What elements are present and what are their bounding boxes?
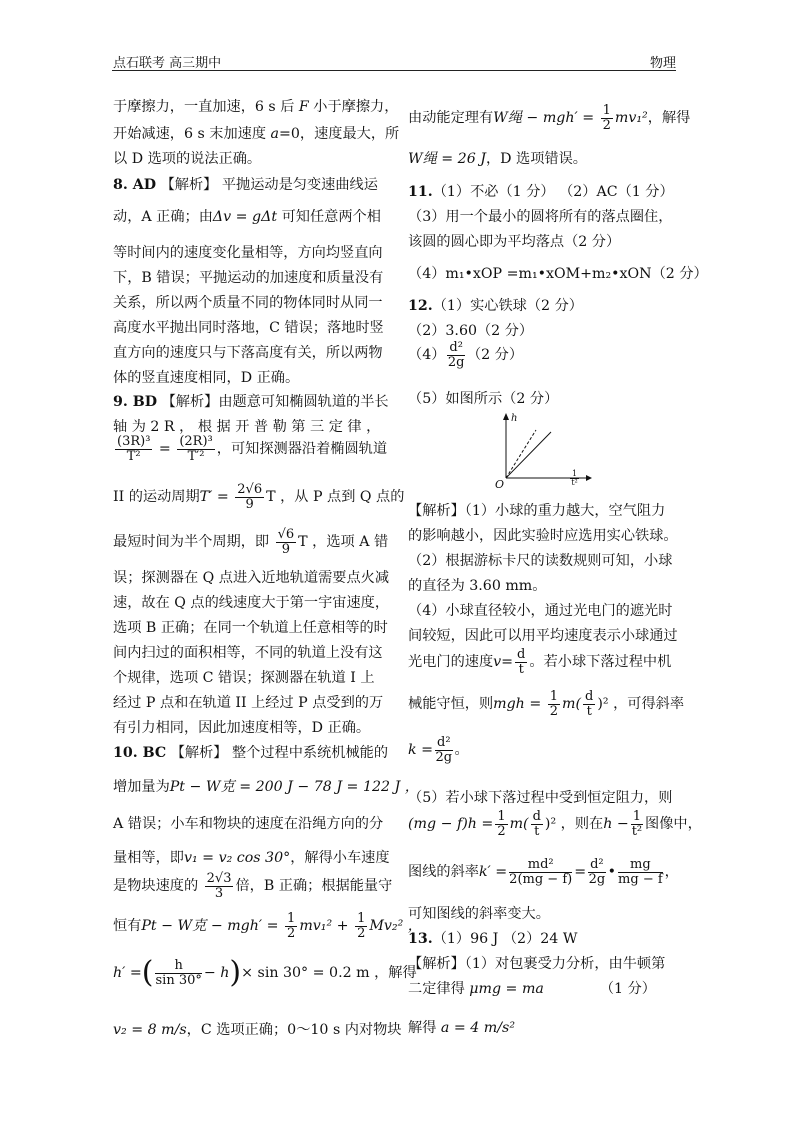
question-11: 11.（1）不必（1 分） （2）AC（1 分） bbox=[408, 184, 674, 200]
question-12: 12.（1）实心铁球（2 分） bbox=[408, 298, 583, 314]
formula-new-slope: 图线的斜率k′ = $\frac{\text{md²}}{2(mg - f)}$ = $\frac{\text{d²}}{2g}$ • $\frac{mg}{mg - f}$ ， bbox=[408, 857, 679, 887]
question-8: 8. AD 【解析】 平抛运动是匀变速曲线运 bbox=[113, 177, 378, 193]
text-line: 开始减速，6 s 末加速度 a=0，速度最大，所 bbox=[113, 126, 400, 142]
text-line: （4）小球直径较小，通过光电门的遮光时 bbox=[408, 603, 673, 619]
formula-ratio: 是物块速度的 $\frac{2√3}{3}$ 倍，B 正确；根据能量守 bbox=[113, 871, 393, 901]
text-line: 关系，所以两个质量不同的物体同时从同一 bbox=[113, 295, 383, 311]
text-line: （4）m₁•xOP =m₁•xOM+m₂•xON（2 分） bbox=[408, 266, 708, 282]
formula-newton: 二定律得 μmg = ma （1 分） bbox=[408, 981, 656, 997]
text-line: 【解析】（1）小球的重力越大，空气阻力 bbox=[408, 503, 666, 519]
text-line: （5）若小球下落过程中受到恒定阻力，则 bbox=[408, 790, 673, 806]
text-line: v₂ = 8 m/s，C 选项正确；0～10 s 内对物块 bbox=[113, 1022, 402, 1038]
question-13: 13.（1）96 J （2）24 W bbox=[408, 931, 578, 947]
text-line: 的直径为 3.60 mm。 bbox=[408, 578, 547, 594]
graph-origin-label: O bbox=[495, 478, 505, 491]
formula-velocity-photogate: 光电门的速度v= $\frac{d}{t}$ 。若小球下落过程中机 bbox=[408, 647, 672, 677]
formula-rope-work: W绳 = 26 J，D 选项错误。 bbox=[408, 151, 587, 167]
formula-acceleration: 解得 a = 4 m/s² bbox=[408, 1020, 516, 1036]
text-line: 经过 P 点和在轨道 II 上经过 P 点受到的万 bbox=[113, 695, 384, 711]
text-line: A 错误；小车和物块的速度在沿绳方向的分 bbox=[113, 816, 384, 832]
text-line: 下，B 错误；平抛运动的加速度和质量没有 bbox=[113, 270, 384, 286]
text-line: （5）如图所示（2 分） bbox=[408, 391, 559, 407]
text-line: 可知图线的斜率变大。 bbox=[408, 906, 550, 922]
text-line: （3）用一个最小的圆将所有的落点圈住， bbox=[408, 209, 673, 225]
text-line: 以 D 选项的说法正确。 bbox=[113, 151, 262, 167]
formula-energy-increase: 增加量为Pt − W克 = 200 J − 78 J = 122 J ， bbox=[113, 779, 419, 795]
header-left: 点石联考 高三期中 bbox=[113, 56, 222, 71]
text-line: 高度水平抛出同时落地，C 错误；落地时竖 bbox=[113, 320, 384, 336]
formula-work-energy: 由动能定理有W绳 − mgh′ = $\frac{1}{2}$ mv₁²，解得 bbox=[408, 103, 691, 133]
text-line: 等时间内的速度变化量相等，方向均竖直向 bbox=[113, 245, 383, 261]
text-line: （2）根据游标卡尺的读数规则可知，小球 bbox=[408, 553, 673, 569]
text-line: 体的竖直速度相同，D 正确。 bbox=[113, 370, 300, 386]
text-line: 【解析】（1）对包裹受力分析，由牛顿第 bbox=[408, 956, 666, 972]
formula-halfperiod: 最短时间为半个周期，即 $\frac{√6}{9}$ T ，选项 A 错 bbox=[113, 527, 389, 557]
formula-conservation: 械能守恒，则mgh = $\frac{1}{2}$ m( $\frac{d}{t}$ )² ，可得斜率 bbox=[408, 689, 685, 719]
text-line: 于摩擦力，一直加速，6 s 后 F 小于摩擦力， bbox=[113, 99, 399, 115]
formula-resistance: (mg − f)h = $\frac{1}{2}$ m( $\frac{d}{t}$ )² ，则在h − $\frac{1}{\text{t²}}$ 图像中， bbox=[408, 809, 702, 839]
question-10: 10. BC 【解析】 整个过程中系统机械能的 bbox=[113, 745, 389, 761]
text-line: 该圆的圆心即为平均落点（2 分） bbox=[408, 234, 621, 250]
graph-y-label: h bbox=[511, 413, 518, 424]
header-rule bbox=[112, 70, 676, 71]
text-line: 的影响越小，因此实验时应选用实心铁球。 bbox=[408, 528, 678, 544]
answer-12-4: （4） $\frac{\text{d²}}{2g}$ （2 分） bbox=[408, 340, 524, 370]
text-line: 间较短，因此可以用平均速度表示小球通过 bbox=[408, 628, 678, 644]
question-9: 9. BD 【解析】由题意可知椭圆轨道的半长 bbox=[113, 394, 389, 410]
text-line: 轴 为 2 R ， 根 据 开 普 勒 第 三 定 律 ， bbox=[113, 419, 381, 435]
text-line: 间内扫过的面积相等，不同的轨道上没有这 bbox=[113, 645, 383, 661]
formula-slope: k = $\frac{\text{d²}}{2g}$ 。 bbox=[408, 735, 469, 765]
graph-x-label: $\frac{1}{\text{t²}}$ bbox=[571, 469, 578, 488]
text-line: 误；探测器在 Q 点进入近地轨道需要点火减 bbox=[113, 570, 390, 586]
text-line: 选项 B 正确；在同一个轨道上任意相等的时 bbox=[113, 620, 388, 636]
text-line: 直方向的速度只与下落高度有关，所以两物 bbox=[113, 345, 383, 361]
text-line: 个规律，选项 C 错误；探测器在轨道 I 上 bbox=[113, 670, 375, 686]
text-line: 速，故在 Q 点的线速度大于第一宇宙速度， bbox=[113, 595, 390, 611]
formula-velocity: 量相等，即v₁ = v₂ cos 30°，解得小车速度 bbox=[113, 850, 390, 866]
formula-height: h′ =( $\frac{h}{\sin 30^\circ}$ − h)× sin 30° = 0.2 m ，解得 bbox=[113, 955, 417, 990]
formula-energy: 恒有Pt − W克 − mgh′ = $\frac{1}{2}$ mv₁² + $\frac{1}{2}$ Mv₂² ， bbox=[113, 911, 422, 941]
formula-kepler: $\frac{\text{(3R)³}}{\text{T²}}$ = $\frac{\text{(2R)³}}{\text{T′²}}$ ，可知探测器沿着椭圆轨道 bbox=[117, 434, 388, 464]
formula-period: II 的运动周期T′ = $\frac{2√6}{9}$ T ，从 P 点到 Q 点的 bbox=[113, 482, 405, 512]
text-line: （2）3.60（2 分） bbox=[408, 323, 534, 339]
text-line: 动，A 正确；由Δv = gΔt 可知任意两个相 bbox=[113, 209, 381, 225]
header-right: 物理 bbox=[650, 56, 677, 71]
text-line: 有引力相同，因此加速度相等，D 正确。 bbox=[113, 720, 371, 736]
